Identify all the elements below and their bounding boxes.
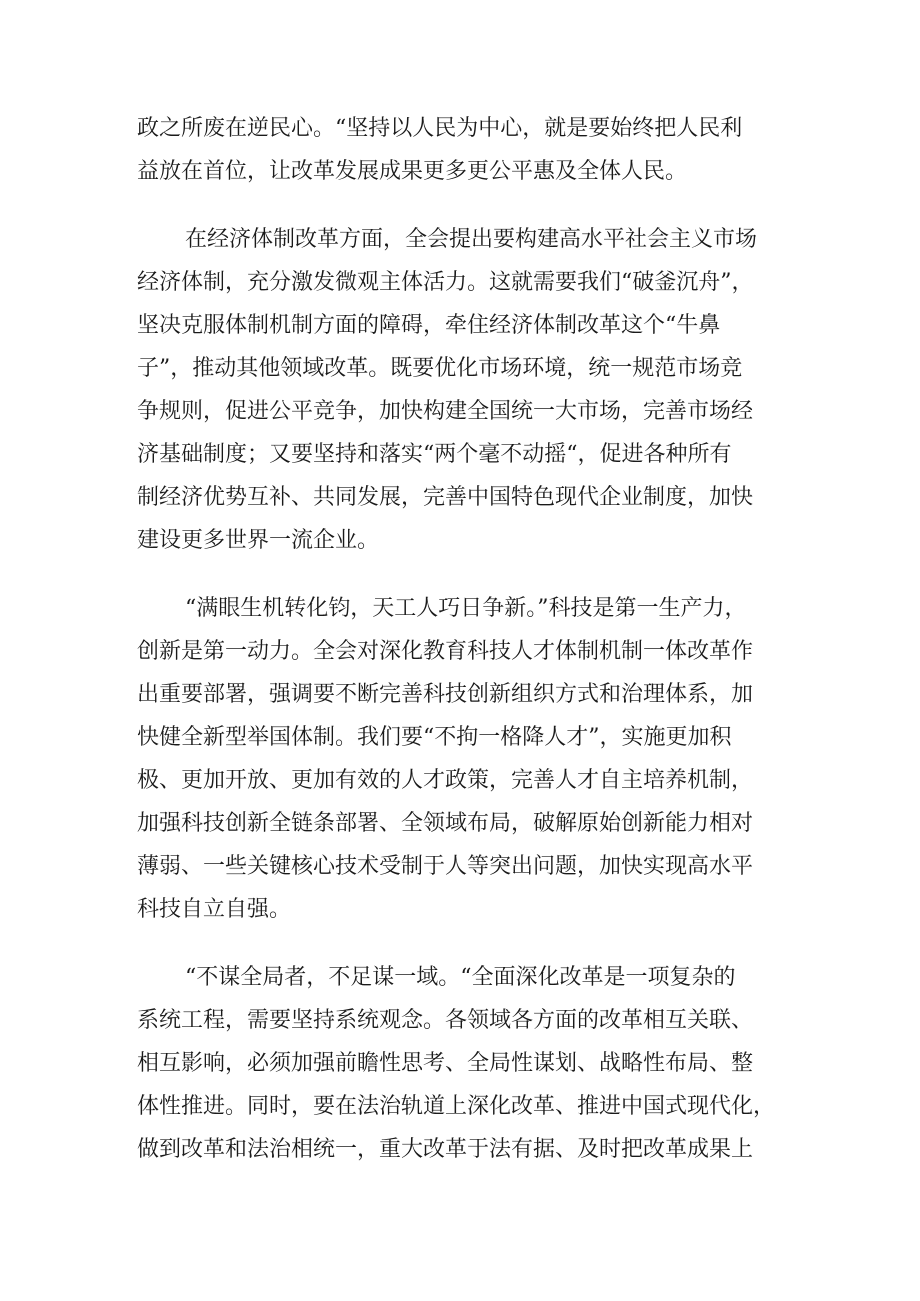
text-line: 制经济优势互补、共同发展，完善中国特色现代企业制度，加快 — [137, 485, 754, 510]
text-line: 加强科技创新全链条部署、全领域布局，破解原始创新能力相对 — [137, 811, 754, 836]
text-line: 科技自立自强。 — [137, 897, 292, 922]
document-body — [137, 107, 797, 1196]
paragraph-2 — [137, 218, 797, 562]
text-line: 创新是第一动力。全会对深化教育科技人才体制机制一体改革作 — [137, 639, 754, 664]
text-line: 建设更多世界一流企业。 — [137, 528, 380, 553]
text-line: 坚决克服体制机制方面的障碍，牵住经济体制改革这个“牛鼻 — [137, 313, 721, 338]
paragraph-4 — [137, 956, 797, 1171]
text-line: 济基础制度；又要坚持和落实“两个毫不动摇“，促进各种所有 — [137, 442, 732, 467]
text-line: 相互影响，必须加强前瞻性思考、全局性谋划、战略性布局、整 — [137, 1051, 754, 1076]
paragraph-3 — [137, 587, 797, 931]
text-line: “满眼生机转化钧，天工人巧日争新。”科技是第一生产力， — [185, 596, 747, 621]
text-line: 在经济体制改革方面，全会提出要构建高水平社会主义市场 — [185, 227, 758, 252]
text-line: 系统工程，需要坚持系统观念。各领域各方面的改革相互关联、 — [137, 1008, 754, 1033]
text-line: 做到改革和法治相统一，重大改革于法有据、及时把改革成果上 — [137, 1137, 754, 1162]
text-line: 薄弱、一些关键核心技术受制于人等突出问题，加快实现高水平 — [137, 854, 754, 879]
text-line: 益放在首位，让改革发展成果更多更公平惠及全体人民。 — [137, 159, 688, 184]
text-line: 快健全新型举国体制。我们要“不拘一格降人才”，实施更加积 — [137, 725, 732, 750]
text-line: 体性推进。同时，要在法治轨道上深化改革、推进中国式现代化， — [137, 1094, 776, 1119]
text-line: “不谋全局者，不足谋一域。“全面深化改革是一项复杂的 — [185, 965, 736, 990]
text-line: 经济体制，充分激发微观主体活力。这就需要我们“破釜沉舟”， — [137, 270, 754, 295]
paragraph-1 — [137, 107, 797, 193]
text-line: 争规则，促进公平竞争，加快构建全国统一大市场，完善市场经 — [137, 399, 754, 424]
text-line: 政之所废在逆民心。“坚持以人民为中心，就是要始终把人民利 — [137, 116, 743, 141]
text-line: 子”，推动其他领域改革。既要优化市场环境，统一规范市场竞 — [137, 356, 743, 381]
text-line: 极、更加开放、更加有效的人才政策，完善人才自主培养机制， — [137, 768, 754, 793]
text-line: 出重要部署，强调要不断完善科技创新组织方式和治理体系，加 — [137, 682, 754, 707]
